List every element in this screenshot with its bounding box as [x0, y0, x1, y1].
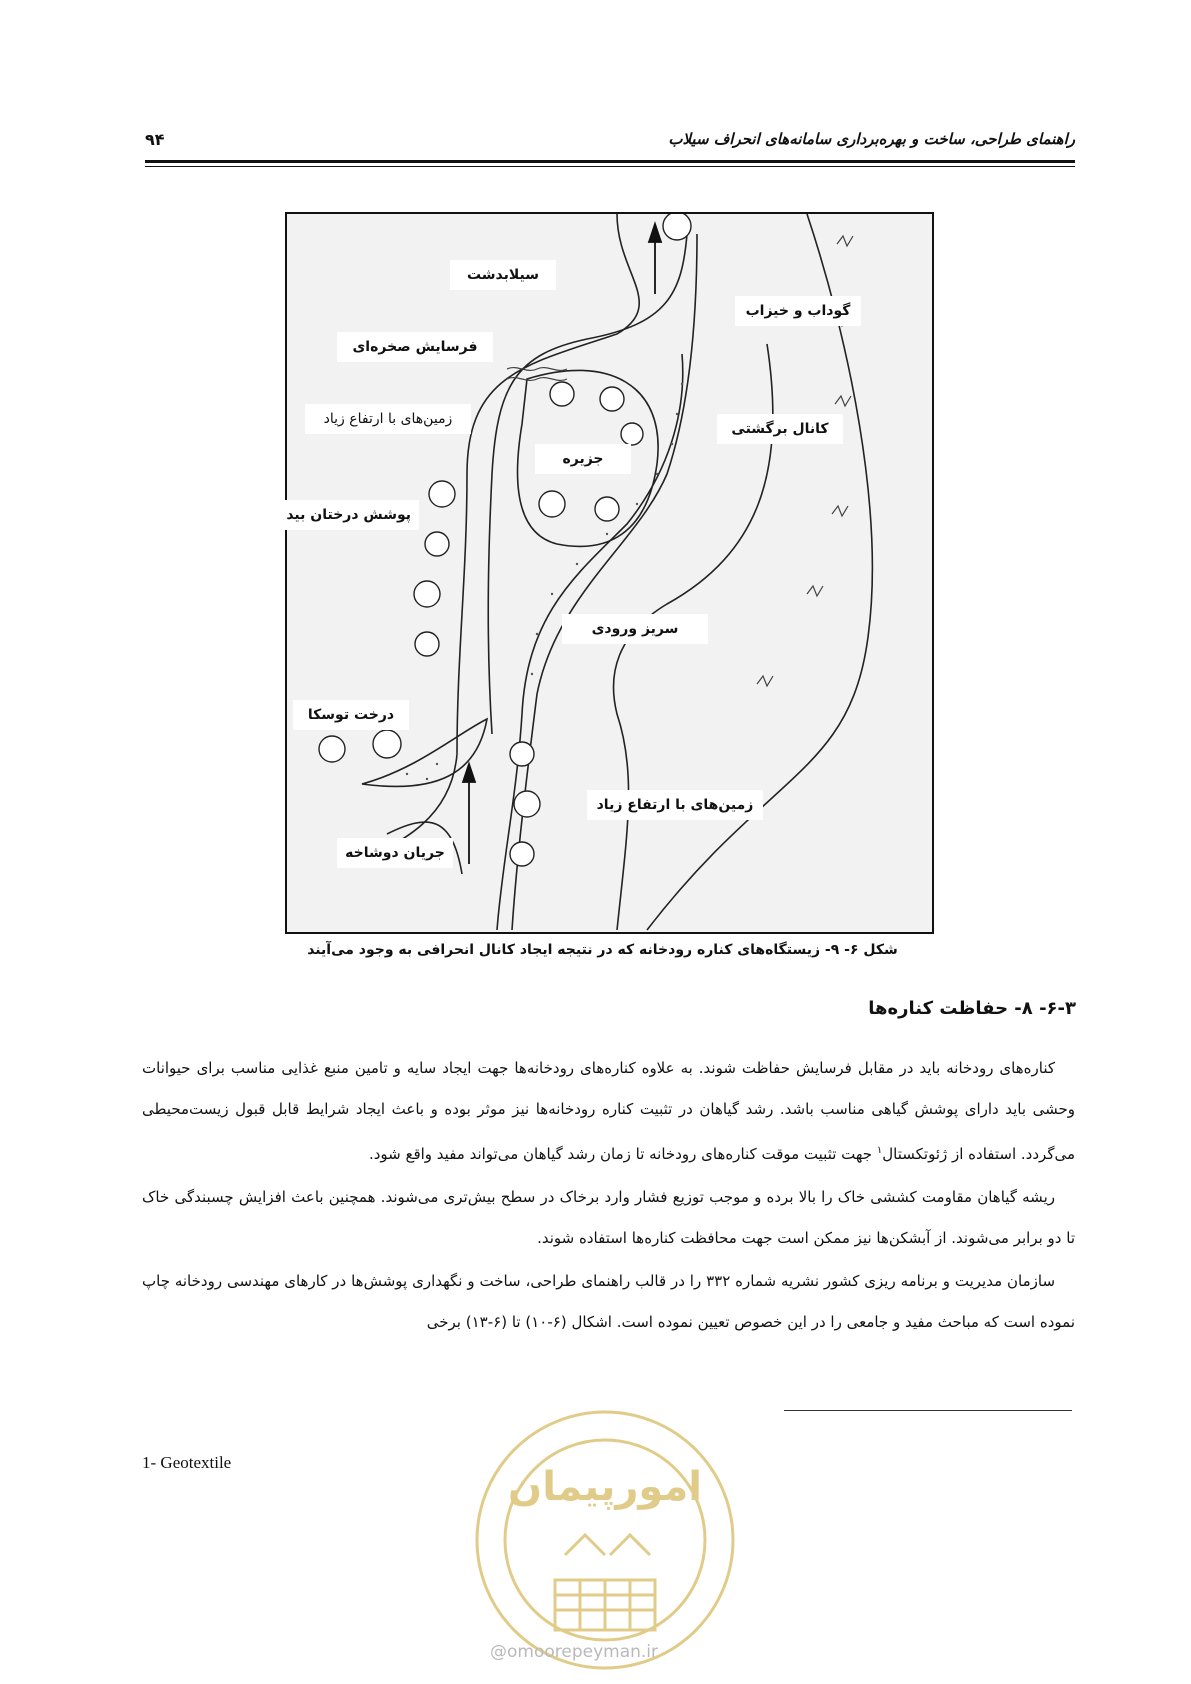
paragraph-1-a: کناره‌های رودخانه باید در مقابل فرسایش حفاظت شوند. به علاوه کناره‌های رودخانه‌ها جهت ایجاد سایه و تامین منبع غذایی مناسب برای حیوانات وحشی باید دارای پوشش گیاهی مناسب باشد. رشد گیاهان در تثبیت کناره رودخانه‌ها نیز موثر بوده و باعث ایجاد شرایط قابل قبول زیست‌محیطی می‌گردد. استفاده از ژئوتکستال	[142, 1059, 1075, 1163]
section-heading: ۶-۳- ۸- حفاظت کناره‌ها	[868, 998, 1076, 1019]
label-floodplain: سیلابدشت	[450, 260, 556, 290]
watermark-url-text: omoorepeyman.ir	[507, 1642, 659, 1662]
label-island: جزیره	[535, 444, 631, 474]
river-habitat-figure	[285, 212, 934, 934]
label-willow-cover: پوشش درختان بید	[283, 500, 419, 530]
body-text	[142, 1048, 1075, 1345]
label-alder-tree: درخت توسکا	[293, 700, 409, 730]
footnote-rule	[784, 1410, 1072, 1411]
seal-text: امورپیمان	[508, 1464, 702, 1510]
label-highlands-1: زمین‌های با ارتفاع زیاد	[305, 404, 471, 434]
label-return-channel: کانال برگشتی	[717, 414, 843, 444]
footnote-ref: ۱	[876, 1145, 883, 1156]
running-title: راهنمای طراحی، ساخت و بهره‌برداری سامانه‌های انحراف سیلاب	[668, 130, 1075, 148]
figure-caption: شکل ۶- ۹- زیستگاه‌های کناره رودخانه که در نتیجه ایجاد کانال انحرافی به وجود می‌آیند	[307, 942, 898, 958]
paragraph-1-b: جهت تثبیت موقت کناره‌های رودخانه تا زمان رشد گیاهان می‌تواند مفید واقع شود.	[368, 1145, 877, 1163]
left-bank-line	[347, 214, 639, 864]
paragraph-1	[142, 1048, 1075, 1175]
label-eddy: گوداب و خیزاب	[735, 296, 861, 326]
header-rule-thin	[145, 166, 1075, 167]
page-number: ۹۴	[145, 130, 165, 149]
watermark-seal-icon	[470, 1405, 740, 1675]
header-rule-thick	[145, 160, 1075, 163]
paragraph-3: سازمان مدیریت و برنامه ریزی کشور نشریه شماره ۳۳۲ را در قالب راهنمای طراحی، ساخت و نگهداری پوشش‌ها در کارهای مهندسی رودخانه چاپ نموده است که مباحث مفید و جامعی را در این خصوص تعیین نموده است. اشکال (۶-۱۰) تا (۶-۱۳) برخی	[142, 1272, 1075, 1331]
footnote: 1- Geotextile	[142, 1453, 232, 1472]
page-header	[145, 128, 1075, 168]
label-inlet-overflow: سریز ورودی	[562, 614, 708, 644]
watermark-url: @omoorepeyman.ir	[490, 1642, 659, 1662]
label-rock-erosion: فرسایش صخره‌ای	[337, 332, 493, 362]
paragraph-2: ریشه گیاهان مقاومت کششی خاک را بالا برده و موجب توزیع فشار وارد برخاک در سطح بیش‌تری می‌شوند. همچنین باعث افزایش چسبندگی خاک تا دو برابر می‌شوند. از آبشکن‌ها نیز ممکن است جهت محافظت کناره‌ها استفاده شوند.	[142, 1188, 1075, 1247]
label-bifurcated-flow: جریان دوشاخه	[337, 838, 453, 868]
label-highlands-2: زمین‌های با ارتفاع زیاد	[587, 790, 763, 820]
